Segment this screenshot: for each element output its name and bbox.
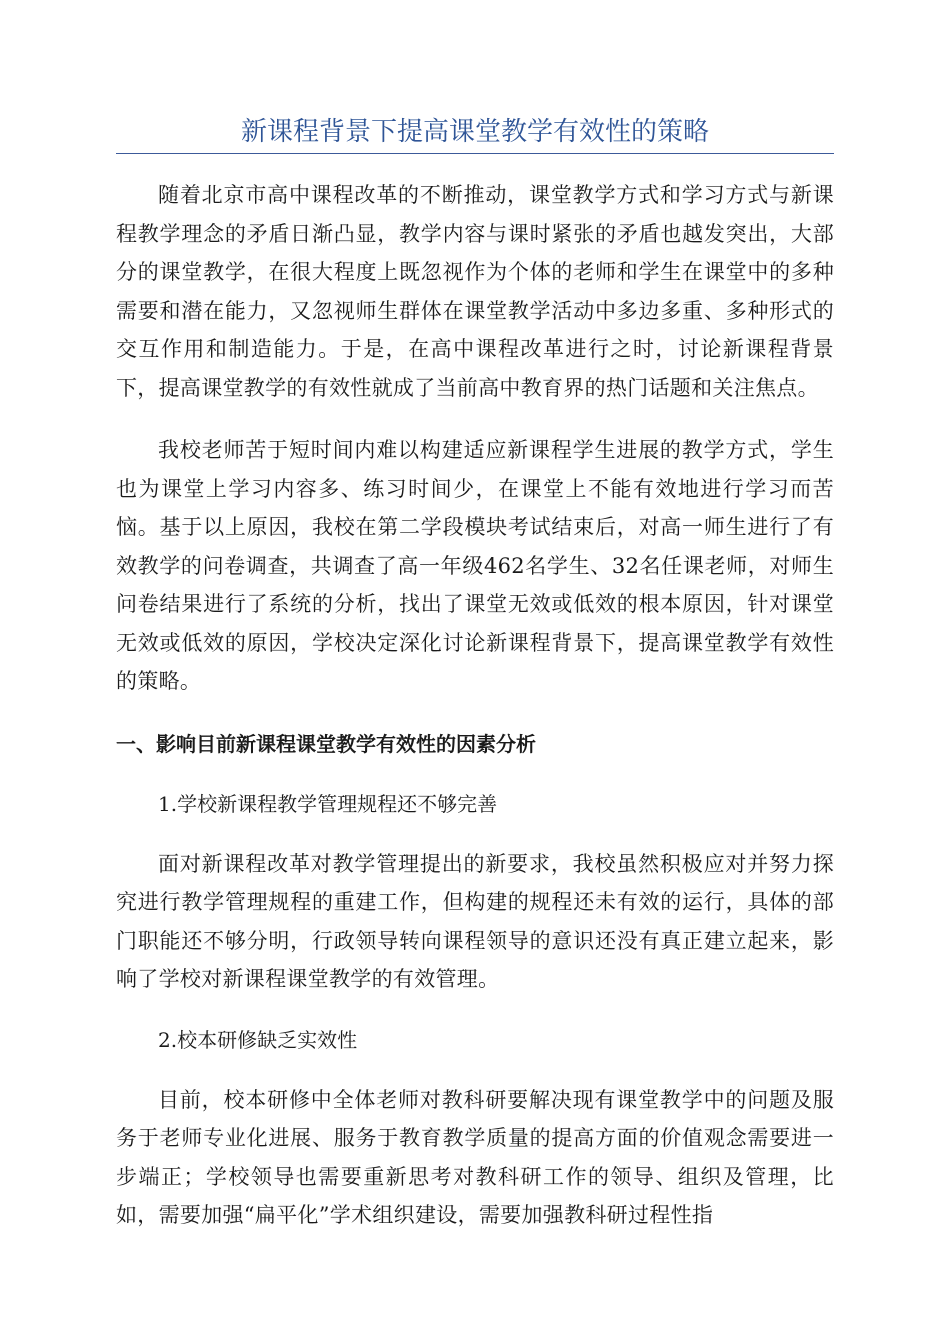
document-body xyxy=(116,176,834,1235)
subsection-paragraph-2: 目前，校本研修中全体老师对教科研要解决现有课堂教学中的问题及服务于老师专业化进展、服务于教育教学质量的提高方面的价值观念需要进一步端正；学校领导也需要重新思考对教科研工作的领导、组织及管理，比如，需要加强“扁平化”学术组织建设，需要加强教科研过程性指 xyxy=(116,1087,834,1227)
subsection-heading-1: 1.学校新课程教学管理规程还不够完善 xyxy=(158,791,498,816)
intro-paragraph-1: 随着北京市高中课程改革的不断推动，课堂教学方式和学习方式与新课程教学理念的矛盾日渐凸显，教学内容与课时紧张的矛盾也越发突出，大部分的课堂教学，在很大程度上既忽视作为个体的老师和学生在课堂中的多种需要和潜在能力，又忽视师生群体在课堂教学活动中多边多重、多种形式的交互作用和制造能力。于是，在高中课程改革进行之时，讨论新课程背景下，提高课堂教学的有效性就成了当前高中教育界的热门话题和关注焦点。 xyxy=(116,183,834,400)
subsection-paragraph-1: 面对新课程改革对教学管理提出的新要求，我校虽然积极应对并努力探究进行教学管理规程的重建工作，但构建的规程还未有效的运行，具体的部门职能还不够分明，行政领导转向课程领导的意识还没有真正建立起来，影响了学校对新课程课堂教学的有效管理。 xyxy=(116,851,834,991)
document-title: 新课程背景下提高课堂教学有效性的策略 xyxy=(240,117,709,147)
section-heading-1: 一、影响目前新课程课堂教学有效性的因素分析 xyxy=(116,731,536,756)
subsection-heading-2: 2.校本研修缺乏实效性 xyxy=(158,1027,358,1052)
title-underline xyxy=(116,153,834,154)
intro-paragraph-2: 我校老师苦于短时间内难以构建适应新课程学生进展的教学方式，学生也为课堂上学习内容多、练习时间少，在课堂上不能有效地进行学习而苦恼。基于以上原因，我校在第二学段模块考试结束后，对高一师生进行了有效教学的问卷调查，共调查了高一年级462名学生、32名任课老师，对师生问卷结果进行了系统的分析，找出了课堂无效或低效的根本原因，针对课堂无效或低效的原因，学校决定深化讨论新课程背景下，提高课堂教学有效性的策略。 xyxy=(116,438,834,693)
